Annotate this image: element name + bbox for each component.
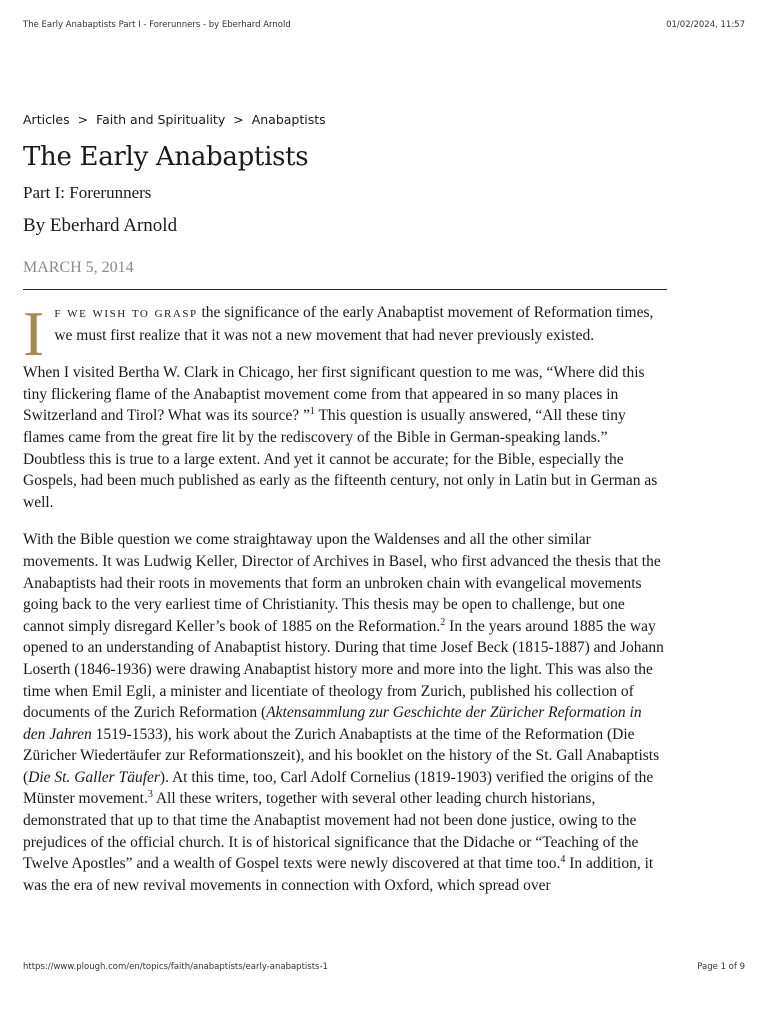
drop-cap: I xyxy=(23,298,45,369)
print-footer-page-number: Page 1 of 9 xyxy=(697,962,745,972)
footnote-link-3[interactable]: 3 xyxy=(147,789,153,801)
breadcrumb-faith-and-spirituality[interactable]: Faith and Spirituality xyxy=(96,112,226,127)
breadcrumb-articles[interactable]: Articles xyxy=(23,112,70,127)
breadcrumb-separator: > xyxy=(77,112,89,127)
print-header-title: The Early Anabaptists Part I - Forerunners - by Eberhard Arnold xyxy=(23,20,291,30)
breadcrumb-anabaptists[interactable]: Anabaptists xyxy=(251,112,326,127)
p3-text-f: In addition, it was the era of new revival movements in connection with Oxford, which spread over xyxy=(23,855,654,894)
p3-text-a: With the Bible question we come straightaway upon the Waldenses and all the other similar movements. It was Ludwig Keller, Director of Archives in Basel, who first advanced the thesis that the Anabaptists had their roots in movements that form an unbroken chain with evangelical movements going back to the very earliest time of Christianity. This thesis may be open to challenge, but one cannot simply disregard Keller’s book of 1885 on the Reformation. xyxy=(23,531,661,635)
p3-italic-title-2: Die St. Galler Täufer xyxy=(28,768,160,786)
print-header xyxy=(23,20,745,30)
footnote-link-1[interactable]: 1 xyxy=(309,406,315,418)
p3-text-e: All these writers, together with several other leading church historians, demonstrated that up to that time the Anabaptist movement had not been done justice, owing to the prejudices of the official church. It is of historical significance that the Didache or “Teaching of the Twelve Apostles” and a wealth of Gospel texts were newly discovered at that time too. xyxy=(23,790,639,873)
intro-paragraph xyxy=(23,298,667,369)
intro-text xyxy=(54,302,667,346)
print-footer xyxy=(23,962,745,972)
p3-text-b: In the years around 1885 the way opened to an understanding of Anabaptist history. During that time Josef Beck (1815-1887) and Johann Loserth (1846-1936) were drawing Anabaptist history more and more into the light. This was also the time when Emil Egli, a minister and licentiate of theology from Zurich, published his collection of documents of the Zurich Reformation ( xyxy=(23,617,664,722)
p2-text-b: This question is usually answered, “All these tiny flames came from the great fire lit by the rediscovery of the Bible in German-speaking lands.” Doubtless this is true to a large extent. And yet it cannot be accurate; for the Bible, especially the Gospels, had been much published as early as the fifteenth century, not only in Latin but in German as well. xyxy=(23,407,658,511)
article-date: MARCH 5, 2014 xyxy=(23,259,134,276)
breadcrumb-separator: > xyxy=(233,112,244,127)
article-body xyxy=(23,298,667,896)
p3-italic-title-1: Aktensammlung zur Geschichte der Züricher Reformation in den Jahren xyxy=(23,704,642,743)
article-content xyxy=(23,112,667,912)
p3-text-c: 1519-1533), his work about the Zurich Anabaptists at the time of the Reformation (Die Züricher Wiedertäufer zur Reformationszeit), and his booklet on the history of the St. Gall Anabaptists ( xyxy=(23,725,660,786)
article-title: The Early Anabaptists xyxy=(23,142,309,172)
divider xyxy=(23,289,667,290)
intro-smallcaps: f we wish to grasp xyxy=(54,305,198,321)
paragraph-3 xyxy=(23,529,667,896)
footnote-link-2[interactable]: 2 xyxy=(440,616,446,628)
article-byline: By Eberhard Arnold xyxy=(23,215,178,236)
footnote-link-4[interactable]: 4 xyxy=(560,854,566,866)
breadcrumb xyxy=(23,112,667,127)
print-footer-url: https://www.plough.com/en/topics/faith/anabaptists/early-anabaptists-1 xyxy=(23,962,328,972)
p3-text-d: ). At this time, too, Carl Adolf Cornelius (1819-1903) verified the origins of the Münster movement. xyxy=(23,768,654,808)
p2-text-a: When I visited Bertha W. Clark in Chicago, her first significant question to me was, “Where did this tiny flickering flame of the Anabaptist movement come from that appeared in so many places in Switzerland and Tirol? What was its source? ” xyxy=(23,364,645,425)
print-header-timestamp: 01/02/2024, 11:57 xyxy=(666,20,745,30)
paragraph-2 xyxy=(23,362,667,513)
intro-rest: the significance of the early Anabaptist movement of Reformation times, we must first realize that it was not a new movement that had never previously existed. xyxy=(54,304,654,344)
article-subtitle: Part I: Forerunners xyxy=(23,183,152,202)
